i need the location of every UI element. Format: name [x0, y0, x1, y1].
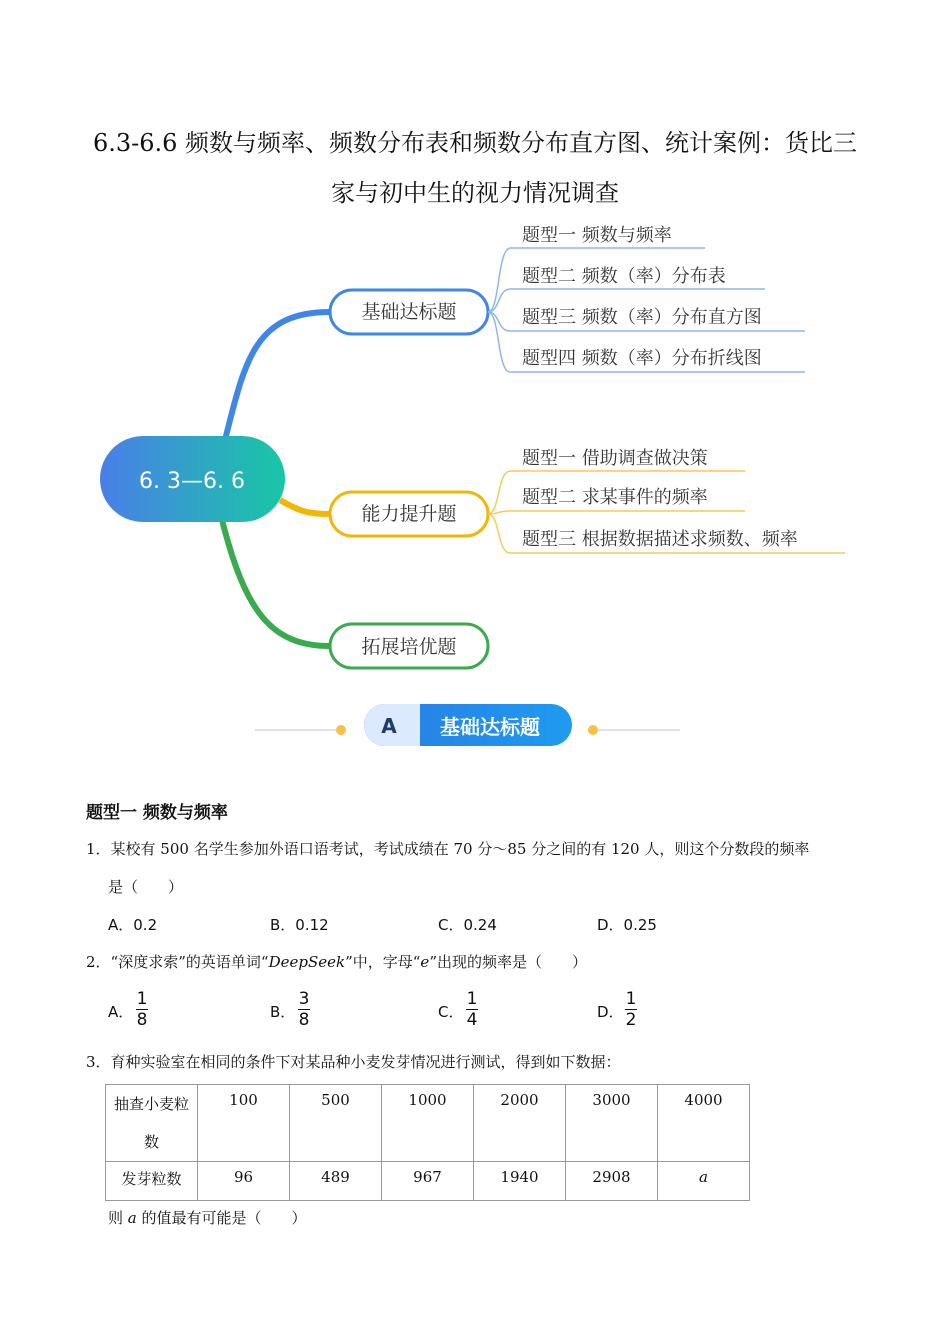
branch-label-3: 拓展培优题: [361, 636, 457, 658]
branch-connector-1: [225, 312, 330, 440]
q2-option-d-fraction[interactable]: [625, 990, 637, 1029]
q1-option-b[interactable]: B．0.12: [270, 916, 329, 934]
table-cell: 100: [198, 1085, 290, 1162]
table-row-header: 抽查小麦粒数: [106, 1085, 198, 1162]
q1-option-c[interactable]: C．0.24: [438, 916, 497, 934]
question-1-line-2: 是（ ）: [108, 878, 184, 896]
branch-1-item-3: 题型三 频数（率）分布直方图: [522, 307, 762, 328]
table-cell: 4000: [658, 1085, 750, 1162]
q2-option-b-label[interactable]: B．: [270, 1003, 296, 1021]
branch-1-item-2: 题型二 频数（率）分布表: [522, 266, 726, 287]
follow-up-suffix: 的值最有可能是（ ）: [136, 1209, 307, 1227]
table-cell: 489: [290, 1162, 382, 1201]
question-1-line-1: 1．某校有 500 名学生参加外语口语考试，考试成绩在 70 分～85 分之间的有 120 人，则这个分数段的频率: [86, 840, 810, 858]
branch-2-item-3: 题型三 根据数据描述求频数、频率: [522, 529, 798, 550]
q2-option-a-fraction[interactable]: [136, 990, 148, 1029]
title-line-1: 6.3-6.6 频数与频率、频数分布表和频数分布直方图、统计案例：货比三: [92, 129, 858, 157]
banner-dot-right: [588, 725, 598, 735]
banner-label: 基础达标题: [440, 715, 540, 739]
table-row: [106, 1085, 750, 1162]
follow-up-variable: a: [127, 1209, 137, 1227]
data-table: [105, 1084, 750, 1201]
fraction-numerator: 1: [466, 989, 478, 1009]
banner-letter: A: [381, 714, 397, 738]
question-3: 3．育种实验室在相同的条件下对某品种小麦发芽情况进行测试，得到如下数据：: [86, 1053, 621, 1071]
fraction-denominator: 8: [298, 1010, 310, 1030]
table-cell: 2908: [566, 1162, 658, 1201]
q1-option-d[interactable]: D．0.25: [597, 916, 657, 934]
fraction-numerator: 1: [625, 989, 637, 1009]
branch-label-2: 能力提升题: [361, 503, 457, 525]
question-3-follow-up: [108, 1207, 307, 1229]
fraction-denominator: 2: [625, 1010, 637, 1030]
q2-option-d-label[interactable]: D．: [597, 1003, 624, 1021]
table-row: [106, 1162, 750, 1201]
question-2-suffix: ”出现的频率是（ ）: [429, 953, 587, 971]
q1-option-a[interactable]: A．0.2: [108, 916, 158, 934]
section-heading: 题型一 频数与频率: [86, 803, 228, 823]
banner-dot-left: [336, 725, 346, 735]
branch-connector-2: [280, 500, 330, 514]
question-2-prefix: 2．“深度求索”的英语单词“: [86, 953, 269, 971]
question-2: [86, 951, 587, 973]
table-cell: 1000: [382, 1085, 474, 1162]
root-label: 6. 3—6. 6: [139, 469, 245, 494]
follow-up-prefix: 则: [108, 1209, 128, 1227]
branch-connector-3: [222, 520, 330, 646]
table-row-header: 发芽粒数: [106, 1162, 198, 1201]
table-cell: 500: [290, 1085, 382, 1162]
branch-2-item-1: 题型一 借助调查做决策: [522, 448, 708, 469]
q2-option-b-fraction[interactable]: [298, 990, 310, 1029]
table-cell: 2000: [474, 1085, 566, 1162]
fraction-denominator: 4: [466, 1010, 478, 1030]
question-2-letter: e: [420, 953, 430, 971]
question-2-middle: ”中，字母“: [345, 953, 421, 971]
table-cell: 96: [198, 1162, 290, 1201]
fraction-numerator: 3: [298, 989, 310, 1009]
branch-1-item-1: 题型一 频数与频率: [522, 225, 672, 246]
q2-option-c-fraction[interactable]: [466, 990, 478, 1029]
branch-label-1: 基础达标题: [361, 301, 457, 323]
table-cell: 1940: [474, 1162, 566, 1201]
fraction-denominator: 8: [136, 1010, 148, 1030]
branch-1-item-4: 题型四 频数（率）分布折线图: [522, 348, 762, 369]
branch-2-item-2: 题型二 求某事件的频率: [522, 487, 708, 508]
q2-option-a-label[interactable]: A．: [108, 1003, 134, 1021]
q2-option-c-label[interactable]: C．: [438, 1003, 464, 1021]
title-line-2: 家与初中生的视力情况调查: [331, 179, 619, 207]
table-cell: 967: [382, 1162, 474, 1201]
table-cell: 3000: [566, 1085, 658, 1162]
question-2-word: DeepSeek: [268, 953, 346, 971]
table-cell: a: [658, 1162, 750, 1201]
fraction-numerator: 1: [136, 989, 148, 1009]
